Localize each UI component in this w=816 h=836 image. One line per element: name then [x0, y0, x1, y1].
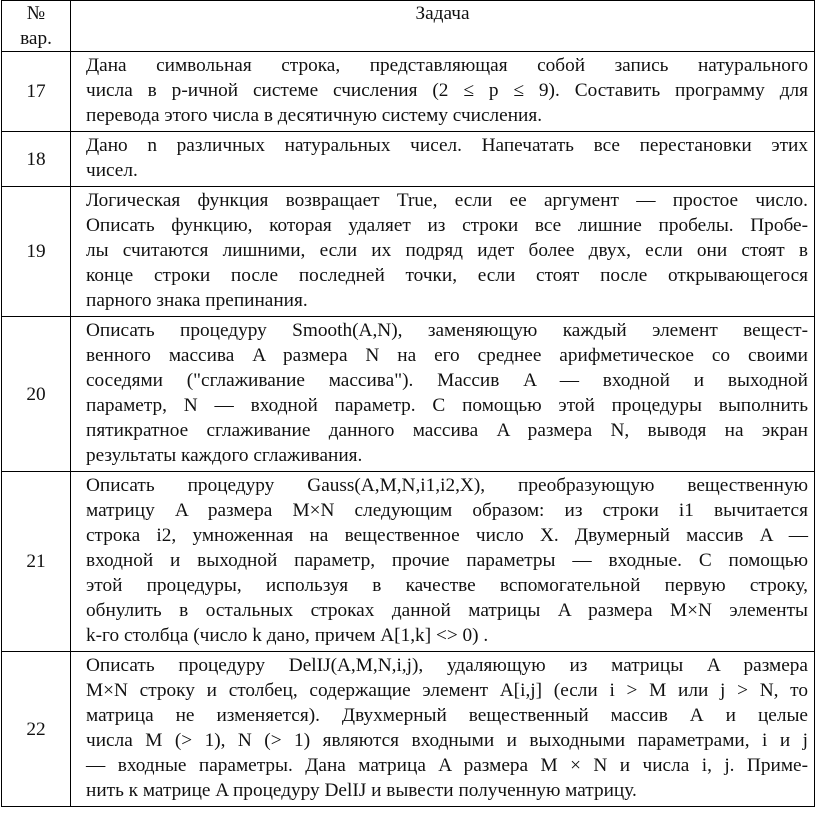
header-task-label: Задача: [415, 3, 470, 24]
table-row: [2, 317, 815, 472]
task-line: входной и выходной параметр, прочие параметры — входные. С помощью: [86, 550, 808, 571]
task-line: числа в р-ичной системе счисления (2 ≤ p ≤ 9). Составить программу для: [86, 80, 808, 101]
task-line: парного знака препинания.: [86, 290, 308, 311]
header-task: [71, 1, 815, 52]
task-line: матрица не изменяется). Двухмерный вещественный массив А и целые: [86, 705, 808, 726]
task-text: [71, 472, 815, 652]
task-line: числа M (> 1), N (> 1) являются входными и выходными параметрами, i и j: [86, 730, 808, 751]
task-line: конце строки после последней точки, если стоят после открывающегося: [86, 265, 808, 286]
task-line: M×N строку и столбец, содержащие элемент A[i,j] (если i > M или j > N, то: [86, 680, 808, 701]
table-row: [2, 472, 815, 652]
table-row: [2, 187, 815, 317]
task-table: [1, 0, 815, 807]
task-text: [71, 317, 815, 472]
task-body: [2, 52, 815, 807]
task-line: Описать процедуру Smooth(A,N), заменяющую каждый элемент вещест-: [86, 320, 808, 341]
header-row: [2, 1, 815, 52]
task-line: пятикратное сглаживание данного массива A размера N, выводя на экран: [86, 420, 808, 441]
task-line: — входные параметры. Дана матрица A размера M × N и числа i, j. Приме-: [86, 755, 808, 776]
task-line: Дана символьная строка, представляющая собой запись натурального: [86, 55, 808, 76]
variant-number: 17: [2, 52, 71, 132]
task-line: Описать процедуру DelIJ(A,M,N,i,j), удаляющую из матрицы A размера: [86, 655, 808, 676]
task-line: строка i2, умноженная на вещественное число X. Двумерный массив A —: [86, 525, 808, 546]
table-row: [2, 652, 815, 807]
task-line: нить к матрице A процедуру DelIJ и вывести полученную матрицу.: [86, 780, 637, 801]
variant-number: 22: [2, 652, 71, 807]
task-text: [71, 652, 815, 807]
task-line: k-го столбца (число k дано, причем A[1,k] <> 0) .: [86, 625, 489, 646]
task-line: обнулить в остальных строках данной матрицы A размера M×N элементы: [86, 600, 808, 621]
table-row: [2, 52, 815, 132]
task-line: результаты каждого сглаживания.: [86, 445, 363, 466]
task-line: лы считаются лишними, если их подряд идет более двух, если они стоят в: [86, 240, 808, 261]
task-line: Описать процедуру Gauss(A,M,N,i1,i2,X), преобразующую вещественную: [86, 475, 808, 496]
task-line: чисел.: [86, 160, 138, 181]
header-variant-number: [2, 1, 71, 52]
task-line: параметр, N — входной параметр. С помощью этой процедуры выполнить: [86, 395, 808, 416]
task-line: соседями ("сглаживание массива"). Массив A — входной и выходной: [86, 370, 808, 391]
task-line: венного массива A размера N на его среднее арифметическое со своими: [86, 345, 808, 366]
task-line: этой процедуры, используя в качестве вспомогательной первую строку,: [86, 575, 808, 596]
task-line: перевода этого числа в десятичную систему счисления.: [86, 105, 543, 126]
task-text: [71, 132, 815, 187]
task-line: Дано n различных натуральных чисел. Напечатать все перестановки этих: [86, 135, 808, 156]
task-line: матрицу A размера M×N следующим образом: из строки i1 вычитается: [86, 500, 808, 521]
task-line: Логическая функция возвращает True, если ее аргумент — простое число.: [86, 190, 808, 211]
variant-number: 20: [2, 317, 71, 472]
variant-number: 18: [2, 132, 71, 187]
task-text: [71, 187, 815, 317]
task-line: Описать функцию, которая удаляет из строки все лишние пробелы. Пробе-: [86, 215, 808, 236]
variant-number: 21: [2, 472, 71, 652]
table-row: [2, 132, 815, 187]
task-text: [71, 52, 815, 132]
header-var-label: вар.: [20, 28, 52, 49]
variant-number: 19: [2, 187, 71, 317]
header-num-label: №: [26, 3, 46, 24]
